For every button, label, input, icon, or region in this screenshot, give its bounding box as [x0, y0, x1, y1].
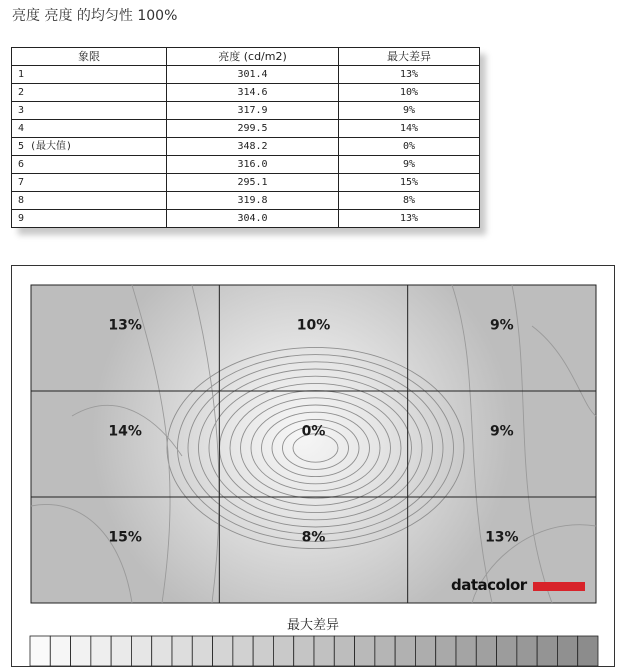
cell-quadrant: 8: [12, 192, 167, 210]
legend-swatch: [578, 636, 598, 666]
cell-max-diff: 0%: [339, 138, 480, 156]
quadrant-value-label: 15%: [108, 529, 142, 546]
table-row: [12, 210, 480, 228]
cell-luminance: 314.6: [167, 84, 339, 102]
cell-quadrant: 1: [12, 66, 167, 84]
quadrant-value-label: 9%: [489, 423, 514, 440]
cell-quadrant: 2: [12, 84, 167, 102]
legend-swatch: [456, 636, 476, 666]
legend-swatch: [476, 636, 496, 666]
uniformity-heatmap: [12, 266, 614, 666]
legend-swatch: [152, 636, 172, 666]
legend-swatch: [497, 636, 517, 666]
brand-red-bar: [533, 582, 585, 591]
legend-title: 最大差异: [286, 618, 339, 633]
column-header-luminance: 亮度 (cd/m2): [167, 48, 339, 66]
legend-swatch: [192, 636, 212, 666]
cell-quadrant: 4: [12, 120, 167, 138]
legend-swatch: [436, 636, 456, 666]
legend-swatch: [415, 636, 435, 666]
legend-swatch: [91, 636, 111, 666]
table-row: [12, 138, 480, 156]
legend-swatch: [517, 636, 537, 666]
quadrant-value-label: 0%: [301, 423, 326, 440]
page-title: 亮度 亮度 的均匀性 100%: [12, 8, 178, 24]
cell-quadrant: 3: [12, 102, 167, 120]
legend-swatch: [537, 636, 557, 666]
legend-swatch: [131, 636, 151, 666]
legend-swatch: [334, 636, 354, 666]
cell-max-diff: 13%: [339, 210, 480, 228]
cell-max-diff: 10%: [339, 84, 480, 102]
quadrant-value-label: 10%: [296, 317, 331, 334]
quadrant-value-label: 13%: [108, 317, 142, 334]
table-header-row: [12, 48, 480, 66]
cell-max-diff: 13%: [339, 66, 480, 84]
legend-swatch: [71, 636, 91, 666]
table-row: [12, 120, 480, 138]
table-row: [12, 192, 480, 210]
legend-swatch: [557, 636, 577, 666]
cell-luminance: 316.0: [167, 156, 339, 174]
quadrant-value-label: 13%: [485, 529, 519, 546]
legend-swatch: [273, 636, 293, 666]
legend-swatch: [213, 636, 233, 666]
luminance-table: [11, 47, 479, 228]
cell-max-diff: 14%: [339, 120, 480, 138]
legend-swatch: [253, 636, 273, 666]
quadrant-value-label: 14%: [108, 423, 142, 440]
legend-swatch: [355, 636, 375, 666]
cell-max-diff: 9%: [339, 102, 480, 120]
table-row: [12, 174, 480, 192]
table-row: [12, 66, 480, 84]
cell-luminance: 348.2: [167, 138, 339, 156]
table-row: [12, 84, 480, 102]
cell-max-diff: 8%: [339, 192, 480, 210]
cell-max-diff: 9%: [339, 156, 480, 174]
legend-swatch: [111, 636, 131, 666]
legend-swatch: [30, 636, 50, 666]
uniformity-chart-panel: [11, 265, 615, 667]
cell-quadrant: 5 (最大值): [12, 138, 167, 156]
cell-max-diff: 15%: [339, 174, 480, 192]
cell-luminance: 299.5: [167, 120, 339, 138]
legend-swatch: [314, 636, 334, 666]
datacolor-logo: [451, 576, 586, 596]
legend-swatch: [50, 636, 70, 666]
cell-luminance: 295.1: [167, 174, 339, 192]
legend-swatch: [172, 636, 192, 666]
table-row: [12, 102, 480, 120]
cell-luminance: 317.9: [167, 102, 339, 120]
brand-text: datacolor: [451, 576, 527, 594]
column-header-max-diff: 最大差异: [339, 48, 480, 66]
cell-luminance: 319.8: [167, 192, 339, 210]
quadrant-value-label: 8%: [301, 529, 326, 546]
legend-swatch: [375, 636, 395, 666]
cell-quadrant: 7: [12, 174, 167, 192]
legend-swatch: [294, 636, 314, 666]
cell-luminance: 301.4: [167, 66, 339, 84]
legend-scale: [30, 636, 598, 666]
quadrant-value-label: 9%: [489, 317, 514, 334]
cell-quadrant: 9: [12, 210, 167, 228]
legend-swatch: [233, 636, 253, 666]
cell-luminance: 304.0: [167, 210, 339, 228]
legend-swatch: [395, 636, 415, 666]
table-row: [12, 156, 480, 174]
column-header-quadrant: 象限: [12, 48, 167, 66]
cell-quadrant: 6: [12, 156, 167, 174]
